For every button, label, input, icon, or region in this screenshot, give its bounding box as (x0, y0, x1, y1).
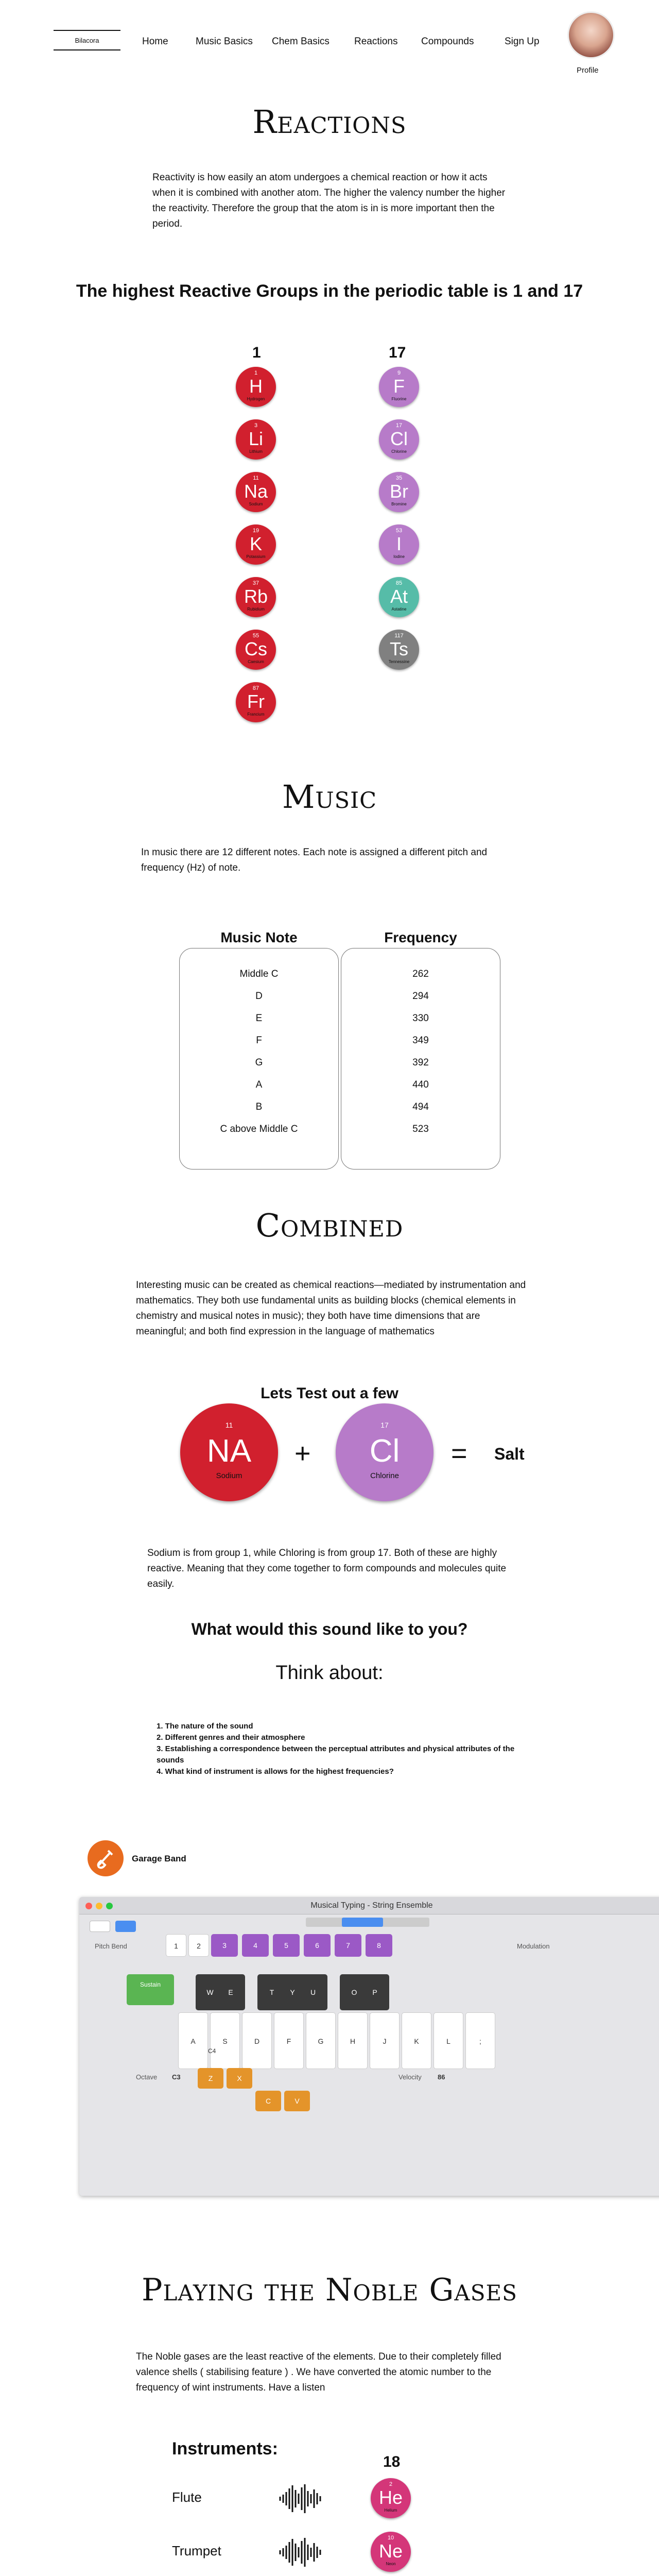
element-cl (336, 1403, 433, 1501)
element-name: Sodium (249, 502, 263, 506)
key-y[interactable]: Y (278, 1974, 307, 2010)
frequency-cell: 440 (412, 1079, 429, 1090)
element-at (379, 577, 419, 617)
play-sound-wave-icon[interactable] (278, 2537, 324, 2568)
frequency-cell: 262 (412, 969, 429, 979)
element-symbol: Fr (247, 691, 265, 712)
element-number: 19 (252, 528, 259, 534)
music-note-header: Music Note (220, 929, 298, 945)
element-symbol: At (390, 586, 408, 607)
note-cell: B (255, 1101, 263, 1112)
element-number: 10 (387, 2535, 394, 2541)
element-number: 87 (252, 685, 259, 691)
element-number: 3 (254, 422, 258, 429)
key-e[interactable]: E (216, 1974, 245, 2010)
element-name: Rubidium (247, 607, 265, 612)
element-cl (379, 419, 419, 460)
key-v[interactable]: V (284, 2091, 310, 2111)
element-symbol: He (378, 2487, 403, 2508)
key-5[interactable]: 5 (273, 1934, 300, 1957)
element-symbol: Rb (244, 586, 268, 607)
element-symbol: Cl (390, 428, 408, 449)
element-symbol: Na (244, 481, 268, 502)
element-ts (379, 630, 419, 670)
note-cell: A (255, 1079, 263, 1090)
think-point: 1. The nature of the sound (157, 1722, 253, 1731)
equals-sign: = (451, 1438, 467, 1469)
play-sound-wave-icon[interactable] (278, 2483, 324, 2514)
element-fr (236, 682, 276, 722)
element-symbol: F (393, 376, 405, 397)
think-points (157, 1721, 517, 1777)
note-cell: Middle C (239, 969, 279, 979)
pitch-bend-label: Pitch Bend (95, 1942, 127, 1950)
element-rb (236, 577, 276, 617)
element-na (236, 472, 276, 512)
element-symbol: Ne (378, 2540, 403, 2562)
key-o[interactable]: O (340, 1974, 369, 2010)
noble-paragraph: The Noble gases are the least reactive of the elements. Due to their completely filled valence shells ( stabilising feature ) . We have converted the atomic number to the frequency of wint instruments. Have a listen (136, 2351, 501, 2393)
element-name: Lithium (249, 449, 263, 454)
element-name: Caesium (248, 659, 264, 664)
key-f[interactable]: F (274, 2012, 304, 2069)
element-symbol: Li (248, 428, 264, 449)
combined-title: Combined (255, 1207, 404, 1244)
element-he (371, 2478, 411, 2518)
music-title: Music (282, 778, 377, 816)
piano-toggle[interactable] (115, 1921, 136, 1932)
note-cell: F (256, 1035, 262, 1046)
element-name: Astatine (391, 607, 407, 612)
instruments-title: Instruments: (172, 2439, 278, 2459)
element-symbol: Ts (390, 638, 408, 659)
element-name: Neon (386, 2562, 396, 2566)
key-l[interactable]: L (433, 2012, 463, 2069)
element-symbol: Cl (369, 1433, 400, 1469)
think-point: 4. What kind of instrument is allows for the highest frequencies? (157, 1767, 394, 1776)
element-cs (236, 630, 276, 670)
nav-compounds[interactable]: Compounds (421, 36, 474, 47)
musical-typing-window (79, 1897, 659, 2196)
window-titlebar (79, 1897, 659, 1914)
velocity-value: 86 (438, 2073, 445, 2081)
view-toggle[interactable] (90, 1921, 110, 1932)
element-number: 35 (395, 475, 403, 481)
element-name: Tennessine (388, 659, 410, 664)
element-h (236, 367, 276, 407)
key-j[interactable]: J (370, 2012, 400, 2069)
note-cell: C above Middle C (220, 1124, 298, 1134)
element-number: 2 (389, 2481, 393, 2487)
garage-band-icon[interactable] (88, 1840, 124, 1876)
note-cell: E (255, 1013, 263, 1024)
key-t[interactable]: T (257, 1974, 286, 2010)
sustain-label: Sustain (140, 1981, 161, 1988)
element-number: 55 (252, 633, 259, 639)
range-selector[interactable] (342, 1918, 383, 1927)
sound-question: What would this sound like to you? (191, 1620, 468, 1638)
sodium-chlorine-paragraph: Sodium is from group 1, while Chloring is from group 17. Both of these are highly reactive. Meaning that they come together to form compounds and molecules quite easily. (147, 1548, 507, 1589)
frequency-cell: 330 (412, 1013, 429, 1024)
element-name: Sodium (216, 1471, 242, 1480)
test-title: Lets Test out a few (261, 1385, 398, 1402)
element-number: 37 (252, 580, 259, 586)
profile-label[interactable]: Profile (577, 66, 599, 75)
element-li (236, 419, 276, 460)
element-symbol: NA (206, 1433, 252, 1469)
element-i (379, 524, 419, 565)
element-name: Francium (247, 712, 265, 717)
element-symbol: K (249, 533, 262, 554)
instrument-label: Trumpet (172, 2543, 221, 2558)
noble-title: Playing the Noble Gases (142, 2272, 517, 2308)
c4-label: C4 (208, 2047, 216, 2055)
group-18-header: 18 (383, 2453, 401, 2470)
key-x[interactable]: X (227, 2068, 252, 2089)
key-p[interactable]: P (360, 1974, 389, 2010)
octave-value: C3 (172, 2073, 181, 2081)
key-1[interactable]: 1 (166, 1934, 186, 1957)
frequency-cell: 294 (412, 991, 429, 1002)
element-number: 53 (395, 528, 403, 534)
garage-band-label: Garage Band (132, 1854, 186, 1863)
note-cell: G (255, 1057, 263, 1068)
element-number: 11 (253, 475, 259, 481)
nav-home[interactable]: Home (142, 36, 168, 47)
reactions-paragraph: Reactivity is how easily an atom undergoes a chemical reaction or how it acts when it is combined with another atom. The higher the valency number the higher the reactivity. Therefore the group that the atom is in is more important then the period. (152, 172, 506, 229)
window-title: Musical Typing - String Ensemble (310, 1901, 433, 1910)
nav-music-basics[interactable]: Music Basics (196, 36, 253, 47)
key-semicolon[interactable]: ; (465, 2012, 495, 2069)
reactions-title: Reactions (252, 103, 407, 141)
element-number: 9 (397, 370, 401, 376)
keyboard-range[interactable] (306, 1918, 429, 1927)
think-point: 2. Different genres and their atmosphere (157, 1733, 305, 1742)
element-symbol: H (249, 376, 263, 397)
frequency-cell: 494 (412, 1101, 429, 1112)
key-w[interactable]: W (196, 1974, 224, 2010)
octave-label: Octave (136, 2073, 158, 2081)
key-g[interactable]: G (306, 2012, 336, 2069)
modulation-label: Modulation (517, 1942, 550, 1950)
key-c[interactable]: C (255, 2091, 281, 2111)
key-7[interactable]: 7 (335, 1934, 361, 1957)
key-a[interactable]: A (178, 2012, 208, 2069)
element-name: Potassium (246, 554, 266, 559)
element-name: Bromine (391, 502, 407, 506)
result-salt: Salt (494, 1445, 525, 1463)
key-8[interactable]: 8 (366, 1934, 392, 1957)
key-k[interactable]: K (402, 2012, 431, 2069)
velocity-label: Velocity (398, 2073, 422, 2081)
key-s[interactable]: S (210, 2012, 240, 2069)
key-h[interactable]: H (338, 2012, 368, 2069)
element-k (236, 524, 276, 565)
element-na (180, 1403, 278, 1501)
frequency-header: Frequency (384, 929, 457, 945)
key-2[interactable]: 2 (188, 1934, 209, 1957)
frequency-cell: 392 (412, 1057, 429, 1068)
element-symbol: Br (390, 481, 408, 502)
element-ne (371, 2532, 411, 2572)
nav-chem-basics[interactable]: Chem Basics (272, 36, 330, 47)
combined-paragraph: Interesting music can be created as chemical reactions—mediated by instrumentation and mathematics. They both use fundamental units as building blocks (chemical elements in chemistry and musical notes in music); they both have time dimensions that are meaningful; and both find expression in the language of mathematics (136, 1280, 526, 1337)
group-1-header: 1 (252, 344, 261, 361)
element-number: 17 (380, 1421, 389, 1429)
reactions-subtitle: The highest Reactive Groups in the periodic table is 1 and 17 (76, 281, 583, 301)
frequency-cell: 349 (412, 1035, 429, 1046)
note-cell: D (255, 991, 263, 1002)
key-3[interactable]: 3 (211, 1934, 238, 1957)
site-header (0, 0, 659, 77)
element-name: Chlorine (370, 1471, 399, 1480)
key-6[interactable]: 6 (304, 1934, 331, 1957)
element-name: Hydrogen (247, 397, 265, 401)
sustain-key[interactable] (127, 1974, 174, 2005)
element-br (379, 472, 419, 512)
element-name: Iodine (393, 554, 405, 559)
group-17-header: 17 (389, 344, 406, 361)
key-4[interactable]: 4 (242, 1934, 269, 1957)
element-symbol: Cs (245, 638, 267, 659)
element-name: Chlorine (391, 449, 407, 454)
plus-sign: + (294, 1438, 311, 1469)
element-f (379, 367, 419, 407)
avatar[interactable] (567, 11, 615, 59)
element-number: 1 (254, 370, 258, 376)
instrument-label: Flute (172, 2489, 202, 2505)
frequency-cell: 523 (412, 1124, 429, 1134)
site-logo[interactable]: Bilacora (54, 30, 120, 50)
element-number: 117 (394, 633, 404, 639)
element-number: 11 (225, 1421, 233, 1429)
element-symbol: I (396, 533, 402, 554)
key-d[interactable]: D (242, 2012, 272, 2069)
nav-sign-up[interactable]: Sign Up (505, 36, 540, 47)
key-u[interactable]: U (299, 1974, 327, 2010)
element-number: 85 (395, 580, 403, 586)
element-number: 17 (395, 422, 403, 429)
music-paragraph: In music there are 12 different notes. Each note is assigned a different pitch and frequency (Hz) of note. (141, 847, 488, 873)
element-name: Fluorine (391, 397, 407, 401)
key-z[interactable]: Z (198, 2068, 223, 2089)
think-point: 3. Establishing a correspondence between the perceptual attributes and physical attributes of the sounds (157, 1744, 515, 1765)
element-name: Helium (384, 2508, 397, 2513)
nav-reactions[interactable]: Reactions (354, 36, 398, 47)
think-about: Think about: (275, 1662, 384, 1684)
